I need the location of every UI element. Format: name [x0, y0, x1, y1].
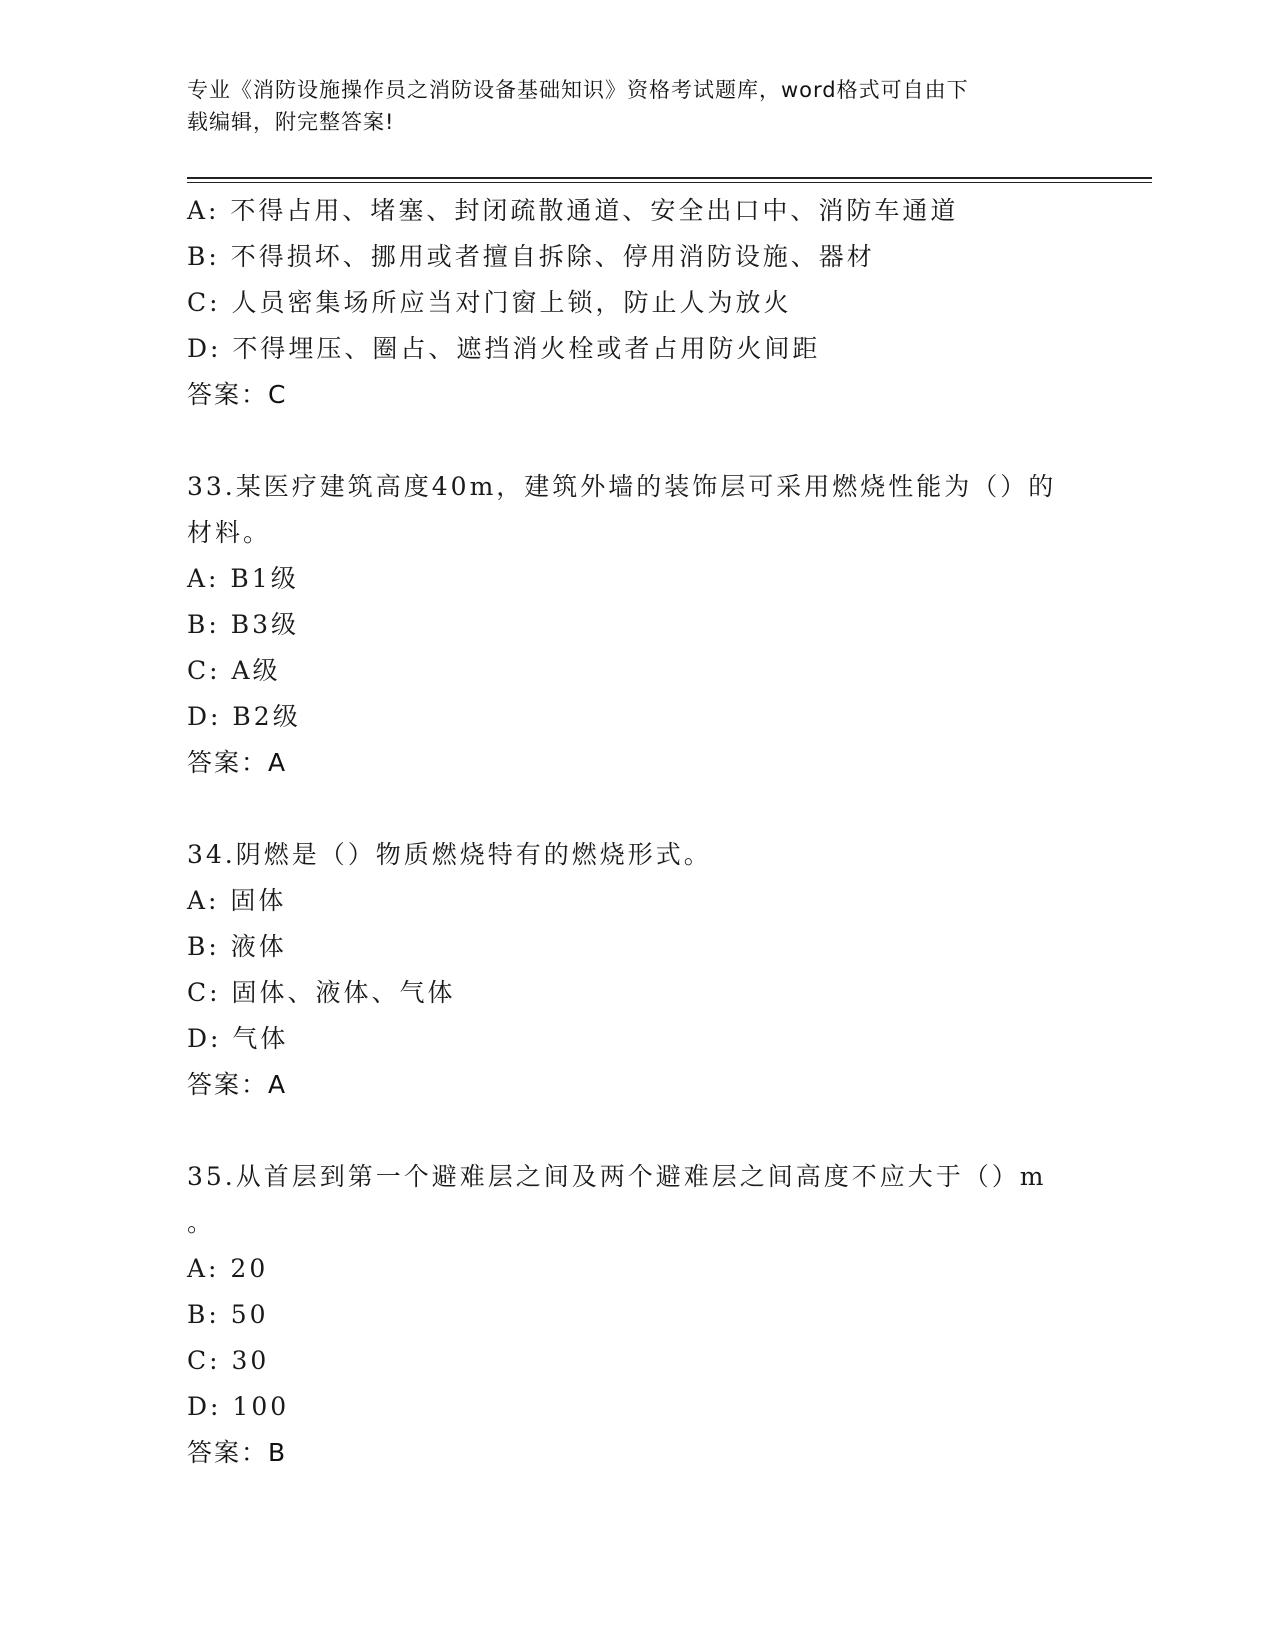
answer-line: 答案：C — [187, 380, 288, 409]
option-b: B: B3级 — [187, 610, 300, 639]
question-spacer — [187, 786, 1087, 832]
option-c: C: 固体、液体、气体 — [187, 978, 456, 1007]
option-c: C: 人员密集场所应当对门窗上锁，防止人为放火 — [187, 288, 792, 317]
question-spacer — [187, 418, 1087, 464]
option-a: A: B1级 — [187, 564, 299, 593]
question-stem-line-2: 。 — [187, 1208, 216, 1237]
question-stem: 34.阴燃是（）物质燃烧特有的燃烧形式。 — [187, 840, 712, 869]
option-d: D: 不得埋压、圈占、遮挡消火栓或者占用防火间距 — [187, 334, 821, 363]
answer-line: 答案：B — [187, 1438, 288, 1467]
document-header — [187, 74, 1067, 138]
question-33 — [187, 464, 1087, 786]
header-line-1: 专业《消防设施操作员之消防设备基础知识》资格考试题库，word格式可自由下 — [187, 78, 969, 102]
header-divider-thick — [187, 177, 1152, 179]
option-a: A: 固体 — [187, 886, 287, 915]
option-a: A: 不得占用、堵塞、封闭疏散通道、安全出口中、消防车通道 — [187, 196, 959, 225]
option-c: C: 30 — [187, 1346, 270, 1375]
question-spacer — [187, 1108, 1087, 1154]
header-line-2: 载编辑，附完整答案! — [187, 110, 395, 134]
option-a: A: 20 — [187, 1254, 269, 1283]
option-d: D: B2级 — [187, 702, 301, 731]
option-d: D: 100 — [187, 1392, 290, 1421]
question-stem-line-1: 33.某医疗建筑高度40m，建筑外墙的装饰层可采用燃烧性能为（）的 — [187, 472, 1057, 501]
header-divider-thin — [187, 182, 1152, 183]
option-b: B: 不得损坏、挪用或者擅自拆除、停用消防设施、器材 — [187, 242, 875, 271]
option-b: B: 50 — [187, 1300, 269, 1329]
question-35 — [187, 1154, 1087, 1476]
question-list — [187, 188, 1087, 1476]
answer-line: 答案：A — [187, 748, 288, 777]
question-32 — [187, 188, 1087, 418]
question-34 — [187, 832, 1087, 1108]
answer-line: 答案：A — [187, 1070, 288, 1099]
option-c: C: A级 — [187, 656, 281, 685]
question-stem-line-1: 35.从首层到第一个避难层之间及两个避难层之间高度不应大于（）m — [187, 1162, 1047, 1191]
option-b: B: 液体 — [187, 932, 287, 961]
question-stem-line-2: 材料。 — [187, 518, 272, 547]
option-d: D: 气体 — [187, 1024, 289, 1053]
